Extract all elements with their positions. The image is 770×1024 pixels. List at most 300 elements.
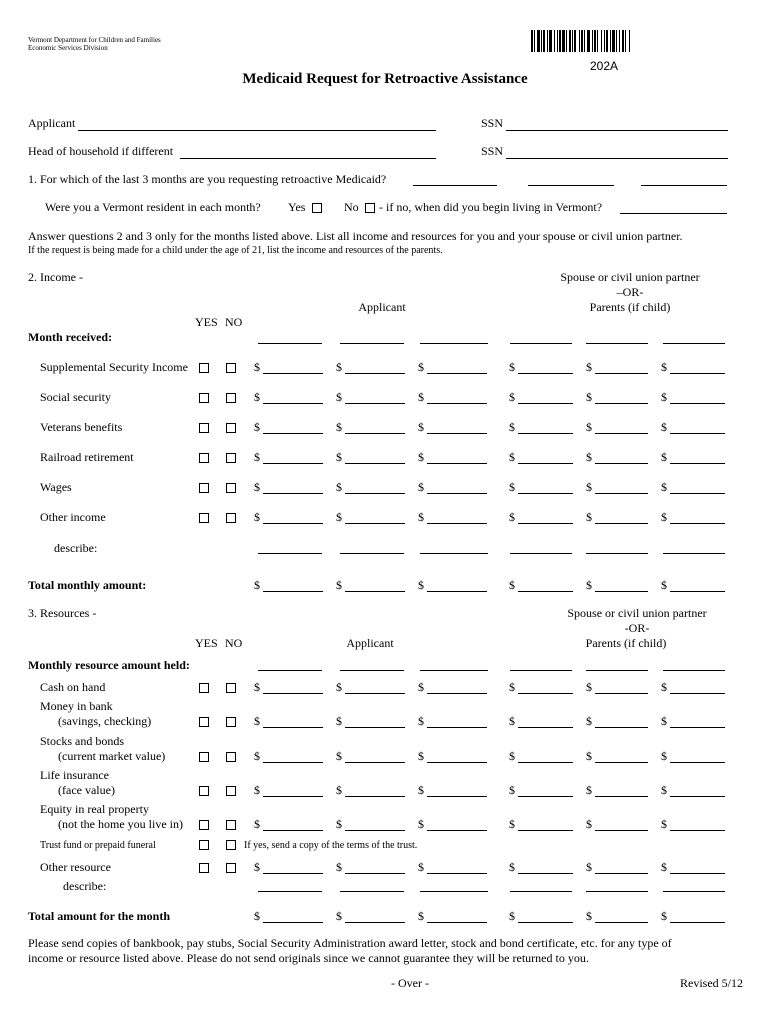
- income-row-6-amount-field-1[interactable]: [263, 523, 323, 524]
- instructions-line-2: If the request is being made for a child under the age of 21, list the income and resources of the parents.: [28, 245, 443, 256]
- income-row-2-amount-field-5[interactable]: [595, 403, 648, 404]
- resource-row-1-dollar-sign: $: [254, 680, 260, 694]
- income-row-4-dollar-sign: $: [586, 450, 592, 464]
- other-resource-amount-field-5[interactable]: [595, 873, 648, 874]
- income-no-col: NO: [225, 315, 243, 329]
- income-describe-field-5[interactable]: [586, 553, 648, 554]
- resource-row-5-no-checkbox[interactable]: [226, 820, 236, 830]
- income-row-1-amount-field-2[interactable]: [345, 373, 405, 374]
- income-row-5-dollar-sign: $: [586, 480, 592, 494]
- head-of-household-label: Head of household if different: [28, 144, 174, 158]
- resource-row-5-yes-checkbox[interactable]: [199, 820, 209, 830]
- resources-total-dollar-sign: $: [661, 909, 667, 923]
- resources-applicant-col: Applicant: [346, 636, 394, 650]
- income-row-4-yes-checkbox[interactable]: [199, 453, 209, 463]
- resources-total-dollar-sign: $: [336, 909, 342, 923]
- income-row-6-amount-field-3[interactable]: [427, 523, 487, 524]
- income-row-2-amount-field-4[interactable]: [518, 403, 573, 404]
- barcode-bar: [587, 30, 590, 52]
- income-total-dollar-sign: $: [586, 578, 592, 592]
- other-resource-dollar-sign: $: [586, 860, 592, 874]
- barcode-bar: [581, 30, 583, 52]
- income-total-dollar-sign: $: [661, 578, 667, 592]
- resource-row-3-amount-field-3[interactable]: [427, 762, 487, 763]
- income-row-3-dollar-sign: $: [418, 420, 424, 434]
- barcode-bar: [566, 30, 567, 52]
- resources-describe-field-4[interactable]: [510, 891, 572, 892]
- income-row-3-amount-field-3[interactable]: [427, 433, 487, 434]
- resource-row-2-amount-field-6[interactable]: [670, 727, 725, 728]
- income-row-5-dollar-sign: $: [336, 480, 342, 494]
- resource-row-5-amount-field-6[interactable]: [670, 830, 725, 831]
- resource-row-4-dollar-sign: $: [336, 783, 342, 797]
- income-describe-field-4[interactable]: [510, 553, 572, 554]
- stocks-bonds-sub: (current market value): [58, 749, 166, 763]
- month-3-field[interactable]: [641, 185, 727, 186]
- over-label: - Over -: [391, 976, 429, 990]
- income-row-1-amount-field-4[interactable]: [518, 373, 573, 374]
- other-resource-yes-checkbox[interactable]: [199, 863, 209, 873]
- income-row-4-amount-field-4[interactable]: [518, 463, 573, 464]
- income-row-1-amount-field-5[interactable]: [595, 373, 648, 374]
- resources-month-field-2[interactable]: [340, 670, 404, 671]
- resource-row-5-dollar-sign: $: [509, 817, 515, 831]
- money-in-bank-sub: (savings, checking): [58, 714, 152, 728]
- resource-row-3-yes-checkbox[interactable]: [199, 752, 209, 762]
- barcode-bar: [584, 30, 585, 52]
- resources-describe-field-6[interactable]: [663, 891, 725, 892]
- income-row-4-amount-field-5[interactable]: [595, 463, 648, 464]
- trust-fund-note: If yes, send a copy of the terms of the trust.: [244, 840, 418, 851]
- resource-row-1-amount-field-5[interactable]: [595, 693, 648, 694]
- income-row-3-no-checkbox[interactable]: [226, 423, 236, 433]
- income-spouse-line-3: Parents (if child): [589, 300, 671, 314]
- resource-row-2-dollar-sign: $: [336, 714, 342, 728]
- question-1: 1. For which of the last 3 months are you requesting retroactive Medicaid?: [28, 172, 387, 186]
- income-row-1-dollar-sign: $: [418, 360, 424, 374]
- barcode-bar: [543, 30, 545, 52]
- income-describe-label: describe:: [54, 541, 98, 555]
- resource-row-2-amount-field-3[interactable]: [427, 727, 487, 728]
- other-resource-amount-field-3[interactable]: [427, 873, 487, 874]
- barcode-bar: [569, 30, 571, 52]
- income-total-dollar-sign: $: [336, 578, 342, 592]
- resource-row-1-amount-field-3[interactable]: [427, 693, 487, 694]
- income-row-3-amount-field-6[interactable]: [670, 433, 725, 434]
- income-total-dollar-sign: $: [254, 578, 260, 592]
- resource-row-3-dollar-sign: $: [418, 749, 424, 763]
- money-in-bank-label: Money in bank: [40, 699, 113, 713]
- resource-row-5-amount-field-4[interactable]: [518, 830, 573, 831]
- barcode-bar: [549, 30, 552, 52]
- income-row-5-dollar-sign: $: [254, 480, 260, 494]
- resident-yes-checkbox[interactable]: [312, 203, 322, 213]
- income-row-2-amount-field-6[interactable]: [670, 403, 725, 404]
- resource-row-4-dollar-sign: $: [254, 783, 260, 797]
- income-applicant-col: Applicant: [358, 300, 406, 314]
- income-row-3-dollar-sign: $: [586, 420, 592, 434]
- footer-note-line-1: Please send copies of bankbook, pay stubs, Social Security Administration award letter, stock and bond certificate, etc. for any type of: [28, 936, 672, 950]
- applicant-ssn-field[interactable]: [506, 130, 728, 131]
- income-describe-field-6[interactable]: [663, 553, 725, 554]
- income-row-5-dollar-sign: $: [418, 480, 424, 494]
- income-row-6-dollar-sign: $: [254, 510, 260, 524]
- income-row-1-dollar-sign: $: [336, 360, 342, 374]
- other-resource-dollar-sign: $: [418, 860, 424, 874]
- head-ssn-field[interactable]: [506, 158, 728, 159]
- income-row-1-amount-field-1[interactable]: [263, 373, 323, 374]
- resource-row-3-amount-field-4[interactable]: [518, 762, 573, 763]
- instructions-line-1: Answer questions 2 and 3 only for the months listed above. List all income and resources for you and your spouse or civil union partner.: [28, 229, 683, 243]
- income-row-2-no-checkbox[interactable]: [226, 393, 236, 403]
- resources-spouse-line-3: Parents (if child): [585, 636, 667, 650]
- income-row-4-amount-field-6[interactable]: [670, 463, 725, 464]
- resource-row-4-amount-field-3[interactable]: [427, 796, 487, 797]
- equity-sub: (not the home you live in): [58, 817, 183, 831]
- form-title: Medicaid Request for Retroactive Assistance: [242, 71, 528, 87]
- resource-row-2-yes-checkbox[interactable]: [199, 717, 209, 727]
- income-row-6-no-checkbox[interactable]: [226, 513, 236, 523]
- income-heading: 2. Income -: [28, 270, 83, 284]
- resource-row-4-amount-field-5[interactable]: [595, 796, 648, 797]
- income-row-6-dollar-sign: $: [661, 510, 667, 524]
- applicant-label: Applicant: [28, 116, 76, 130]
- income-total-dollar-sign: $: [418, 578, 424, 592]
- income-row-3-amount-field-2[interactable]: [345, 433, 405, 434]
- barcode-bar: [592, 30, 593, 52]
- income-row-5-no-checkbox[interactable]: [226, 483, 236, 493]
- resource-row-5-amount-field-3[interactable]: [427, 830, 487, 831]
- resources-month-field-4[interactable]: [510, 670, 572, 671]
- income-row-5-dollar-sign: $: [661, 480, 667, 494]
- trust-fund-yes-checkbox[interactable]: [199, 840, 209, 850]
- barcode-bar: [594, 30, 596, 52]
- resource-row-1-dollar-sign: $: [509, 680, 515, 694]
- resource-row-1-no-checkbox[interactable]: [226, 683, 236, 693]
- month-2-field[interactable]: [528, 185, 614, 186]
- resources-total-dollar-sign: $: [509, 909, 515, 923]
- applicant-field[interactable]: [78, 130, 436, 131]
- barcode-bar: [531, 30, 533, 52]
- income-describe-field-1[interactable]: [258, 553, 322, 554]
- resource-row-5-dollar-sign: $: [586, 817, 592, 831]
- resource-row-3-dollar-sign: $: [661, 749, 667, 763]
- stocks-bonds-label: Stocks and bonds: [40, 734, 124, 748]
- other-resource-amount-field-4[interactable]: [518, 873, 573, 874]
- resource-row-2-dollar-sign: $: [586, 714, 592, 728]
- resident-question: Were you a Vermont resident in each month?: [45, 200, 261, 214]
- month-1-field[interactable]: [413, 185, 497, 186]
- barcode-bar: [562, 30, 565, 52]
- resource-row-1-amount-field-4[interactable]: [518, 693, 573, 694]
- income-row-5-amount-field-1[interactable]: [263, 493, 323, 494]
- income-row-2-dollar-sign: $: [661, 390, 667, 404]
- income-total-amount-field-2[interactable]: [345, 591, 405, 592]
- resources-total-amount-field-1[interactable]: [263, 922, 323, 923]
- resources-heading: 3. Resources -: [28, 606, 97, 620]
- footer-note-line-2: income or resource listed above. Please do not send originals since we cannot guarantee they will be returned to you.: [28, 951, 589, 965]
- trust-fund-no-checkbox[interactable]: [226, 840, 236, 850]
- income-row-5-amount-field-3[interactable]: [427, 493, 487, 494]
- resources-describe-field-2[interactable]: [340, 891, 404, 892]
- ssn-label-2: SSN: [481, 144, 504, 158]
- income-row-4-no-checkbox[interactable]: [226, 453, 236, 463]
- other-resource-amount-field-1[interactable]: [263, 873, 323, 874]
- income-row-4-dollar-sign: $: [661, 450, 667, 464]
- income-row-label: Railroad retirement: [40, 450, 134, 464]
- resource-row-1-dollar-sign: $: [336, 680, 342, 694]
- barcode-bar: [554, 30, 555, 52]
- income-month-field-2[interactable]: [340, 343, 404, 344]
- revised-label: Revised 5/12: [680, 976, 743, 990]
- income-row-3-amount-field-4[interactable]: [518, 433, 573, 434]
- resources-month-field-6[interactable]: [663, 670, 725, 671]
- income-total-label: Total monthly amount:: [28, 578, 147, 592]
- resources-describe-field-5[interactable]: [586, 891, 648, 892]
- barcode-bar: [557, 30, 558, 52]
- resource-row-5-dollar-sign: $: [336, 817, 342, 831]
- resources-month-field-5[interactable]: [586, 670, 648, 671]
- barcode-bar: [574, 30, 576, 52]
- income-row-6-amount-field-4[interactable]: [518, 523, 573, 524]
- resource-row-4-amount-field-1[interactable]: [263, 796, 323, 797]
- resources-month-field-3[interactable]: [420, 670, 488, 671]
- income-row-3-dollar-sign: $: [336, 420, 342, 434]
- resource-row-5-dollar-sign: $: [418, 817, 424, 831]
- income-month-field-1[interactable]: [258, 343, 322, 344]
- resource-row-5-dollar-sign: $: [254, 817, 260, 831]
- resource-row-1-amount-field-6[interactable]: [670, 693, 725, 694]
- barcode-bar: [601, 30, 602, 52]
- barcode-bar: [559, 30, 561, 52]
- resources-describe-label: describe:: [63, 879, 107, 893]
- income-row-2-dollar-sign: $: [586, 390, 592, 404]
- resource-row-4-yes-checkbox[interactable]: [199, 786, 209, 796]
- income-row-3-dollar-sign: $: [661, 420, 667, 434]
- resource-row-4-dollar-sign: $: [509, 783, 515, 797]
- resources-total-dollar-sign: $: [418, 909, 424, 923]
- barcode-bar: [629, 30, 630, 52]
- resident-yes-label: Yes: [288, 200, 306, 214]
- resource-row-4-dollar-sign: $: [418, 783, 424, 797]
- barcode: [531, 30, 677, 52]
- barcode-bar: [616, 30, 617, 52]
- income-total-amount-field-6[interactable]: [670, 591, 725, 592]
- other-resource-dollar-sign: $: [661, 860, 667, 874]
- barcode-bar: [597, 30, 598, 52]
- resource-row-3-dollar-sign: $: [254, 749, 260, 763]
- resources-total-dollar-sign: $: [586, 909, 592, 923]
- barcode-bar: [625, 30, 626, 52]
- cash-on-hand-label: Cash on hand: [40, 680, 106, 694]
- head-of-household-field[interactable]: [180, 158, 436, 159]
- income-total-amount-field-1[interactable]: [263, 591, 323, 592]
- income-month-field-6[interactable]: [663, 343, 725, 344]
- barcode-bar: [604, 30, 605, 52]
- resources-month-label: Monthly resource amount held:: [28, 658, 190, 672]
- income-row-2-dollar-sign: $: [336, 390, 342, 404]
- income-row-3-amount-field-1[interactable]: [263, 433, 323, 434]
- resource-row-3-dollar-sign: $: [586, 749, 592, 763]
- income-total-amount-field-5[interactable]: [595, 591, 648, 592]
- income-row-3-dollar-sign: $: [254, 420, 260, 434]
- income-row-1-dollar-sign: $: [509, 360, 515, 374]
- income-total-amount-field-3[interactable]: [427, 591, 487, 592]
- income-row-6-amount-field-2[interactable]: [345, 523, 405, 524]
- other-resource-no-checkbox[interactable]: [226, 863, 236, 873]
- income-row-label: Supplemental Security Income: [40, 360, 188, 374]
- income-row-1-amount-field-6[interactable]: [670, 373, 725, 374]
- other-resource-dollar-sign: $: [254, 860, 260, 874]
- resource-row-2-amount-field-2[interactable]: [345, 727, 405, 728]
- barcode-bar: [534, 30, 535, 52]
- resource-row-1-amount-field-2[interactable]: [345, 693, 405, 694]
- income-row-5-amount-field-6[interactable]: [670, 493, 725, 494]
- barcode-bar: [622, 30, 624, 52]
- resource-row-4-no-checkbox[interactable]: [226, 786, 236, 796]
- income-total-amount-field-4[interactable]: [518, 591, 573, 592]
- income-row-2-dollar-sign: $: [254, 390, 260, 404]
- resource-row-1-amount-field-1[interactable]: [263, 693, 323, 694]
- resource-row-4-amount-field-4[interactable]: [518, 796, 573, 797]
- resources-total-amount-field-3[interactable]: [427, 922, 487, 923]
- form-number: 202A: [590, 59, 619, 73]
- resources-total-amount-field-5[interactable]: [595, 922, 648, 923]
- resource-row-2-amount-field-5[interactable]: [595, 727, 648, 728]
- resource-row-3-amount-field-1[interactable]: [263, 762, 323, 763]
- income-row-4-amount-field-3[interactable]: [427, 463, 487, 464]
- resource-row-4-dollar-sign: $: [586, 783, 592, 797]
- barcode-bar: [606, 30, 608, 52]
- life-insurance-label: Life insurance: [40, 768, 109, 782]
- income-row-label: Social security: [40, 390, 111, 404]
- income-row-3-amount-field-5[interactable]: [595, 433, 648, 434]
- life-insurance-sub: (face value): [58, 783, 115, 797]
- income-describe-field-2[interactable]: [340, 553, 404, 554]
- resource-row-3-no-checkbox[interactable]: [226, 752, 236, 762]
- resource-row-2-dollar-sign: $: [509, 714, 515, 728]
- income-spouse-line-1: Spouse or civil union partner: [560, 270, 700, 284]
- resource-row-5-dollar-sign: $: [661, 817, 667, 831]
- resources-total-amount-field-4[interactable]: [518, 922, 573, 923]
- income-describe-field-3[interactable]: [420, 553, 488, 554]
- resource-row-1-yes-checkbox[interactable]: [199, 683, 209, 693]
- income-row-2-amount-field-3[interactable]: [427, 403, 487, 404]
- income-yes-col: YES: [195, 315, 218, 329]
- income-row-4-dollar-sign: $: [418, 450, 424, 464]
- resources-spouse-line-1: Spouse or civil union partner: [567, 606, 707, 620]
- income-row-1-yes-checkbox[interactable]: [199, 363, 209, 373]
- barcode-bar: [610, 30, 611, 52]
- equity-label: Equity in real property: [40, 802, 149, 816]
- resource-row-4-dollar-sign: $: [661, 783, 667, 797]
- income-row-6-dollar-sign: $: [418, 510, 424, 524]
- resource-row-3-dollar-sign: $: [509, 749, 515, 763]
- income-row-4-amount-field-2[interactable]: [345, 463, 405, 464]
- barcode-bar: [579, 30, 580, 52]
- resources-total-amount-field-6[interactable]: [670, 922, 725, 923]
- income-row-3-dollar-sign: $: [509, 420, 515, 434]
- income-row-4-amount-field-1[interactable]: [263, 463, 323, 464]
- income-row-5-dollar-sign: $: [509, 480, 515, 494]
- resource-row-2-no-checkbox[interactable]: [226, 717, 236, 727]
- other-resource-amount-field-6[interactable]: [670, 873, 725, 874]
- income-row-3-yes-checkbox[interactable]: [199, 423, 209, 433]
- resource-row-4-amount-field-2[interactable]: [345, 796, 405, 797]
- income-total-dollar-sign: $: [509, 578, 515, 592]
- income-month-field-4[interactable]: [510, 343, 572, 344]
- income-row-5-amount-field-5[interactable]: [595, 493, 648, 494]
- income-row-2-yes-checkbox[interactable]: [199, 393, 209, 403]
- income-row-5-amount-field-4[interactable]: [518, 493, 573, 494]
- resource-row-3-amount-field-5[interactable]: [595, 762, 648, 763]
- income-row-2-amount-field-2[interactable]: [345, 403, 405, 404]
- ssn-label: SSN: [481, 116, 504, 130]
- income-row-1-dollar-sign: $: [254, 360, 260, 374]
- resource-row-5-amount-field-2[interactable]: [345, 830, 405, 831]
- income-row-6-amount-field-5[interactable]: [595, 523, 648, 524]
- resources-total-dollar-sign: $: [254, 909, 260, 923]
- income-row-4-dollar-sign: $: [509, 450, 515, 464]
- income-row-2-dollar-sign: $: [509, 390, 515, 404]
- resource-row-4-amount-field-6[interactable]: [670, 796, 725, 797]
- income-row-6-yes-checkbox[interactable]: [199, 513, 209, 523]
- income-row-label: Other income: [40, 510, 106, 524]
- income-row-6-dollar-sign: $: [336, 510, 342, 524]
- income-row-1-amount-field-3[interactable]: [427, 373, 487, 374]
- barcode-bar: [541, 30, 542, 52]
- resource-row-5-amount-field-1[interactable]: [263, 830, 323, 831]
- resource-row-3-amount-field-6[interactable]: [670, 762, 725, 763]
- resources-total-amount-field-2[interactable]: [345, 922, 405, 923]
- income-spouse-line-2: –OR-: [616, 285, 644, 299]
- income-row-label: Wages: [40, 480, 72, 494]
- resources-total-label: Total amount for the month: [28, 909, 171, 923]
- resource-row-2-dollar-sign: $: [254, 714, 260, 728]
- income-month-field-5[interactable]: [586, 343, 648, 344]
- resource-row-2-amount-field-4[interactable]: [518, 727, 573, 728]
- income-month-field-3[interactable]: [420, 343, 488, 344]
- resource-row-2-dollar-sign: $: [661, 714, 667, 728]
- income-row-2-amount-field-1[interactable]: [263, 403, 323, 404]
- income-row-6-amount-field-6[interactable]: [670, 523, 725, 524]
- resources-describe-field-1[interactable]: [258, 891, 322, 892]
- agency-line-2: Economic Services Division: [28, 44, 108, 52]
- vermont-start-date-field[interactable]: [620, 213, 727, 214]
- income-row-6-dollar-sign: $: [509, 510, 515, 524]
- income-row-1-dollar-sign: $: [586, 360, 592, 374]
- resident-no-checkbox[interactable]: [365, 203, 375, 213]
- barcode-bar: [612, 30, 615, 52]
- income-row-4-dollar-sign: $: [336, 450, 342, 464]
- resident-if-no-text: - if no, when did you begin living in Vermont?: [379, 200, 603, 214]
- income-row-1-no-checkbox[interactable]: [226, 363, 236, 373]
- resource-row-5-amount-field-5[interactable]: [595, 830, 648, 831]
- resources-month-field-1[interactable]: [258, 670, 322, 671]
- income-row-5-yes-checkbox[interactable]: [199, 483, 209, 493]
- other-resource-amount-field-2[interactable]: [345, 873, 405, 874]
- resource-row-2-amount-field-1[interactable]: [263, 727, 323, 728]
- barcode-bar: [572, 30, 573, 52]
- resident-no-label: No: [344, 200, 359, 214]
- income-month-label: Month received:: [28, 330, 113, 344]
- resources-describe-field-3[interactable]: [420, 891, 488, 892]
- income-row-6-dollar-sign: $: [586, 510, 592, 524]
- resource-row-1-dollar-sign: $: [661, 680, 667, 694]
- resource-row-3-amount-field-2[interactable]: [345, 762, 405, 763]
- trust-fund-label: Trust fund or prepaid funeral: [40, 840, 156, 851]
- income-row-5-amount-field-2[interactable]: [345, 493, 405, 494]
